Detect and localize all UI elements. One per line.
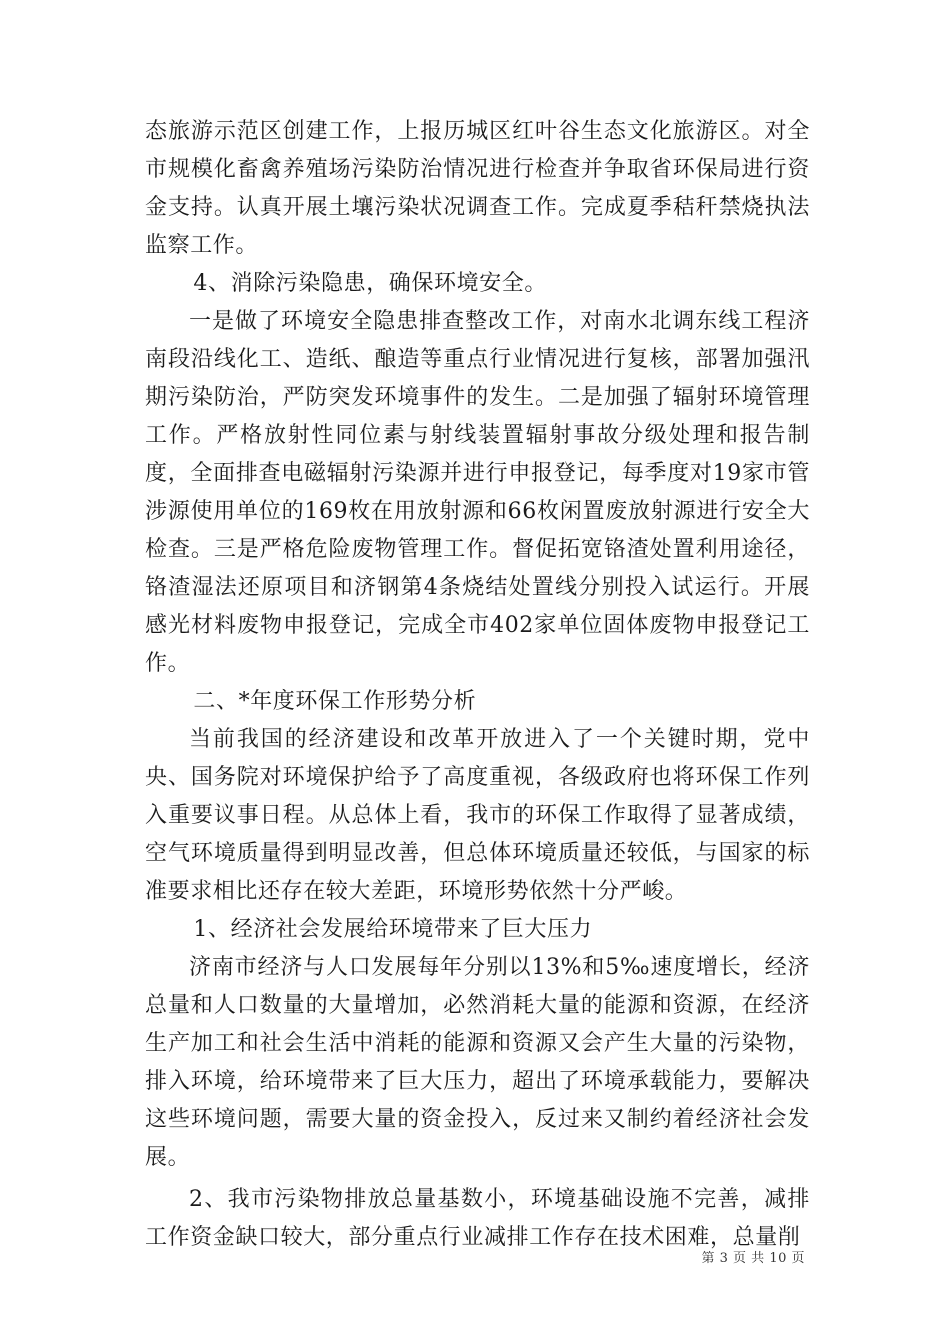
- page-number: 第 3 页 共 10 页: [701, 1251, 805, 1266]
- paragraph-pressure: 济南市经济与人口发展每年分别以13%和5‰速度增长，经济总量和人口数量的大量增加，必然消耗大量的能源和资源，在经济生产加工和社会生活中消耗的能源和资源又会产生大量的污染物，排入环境，给环境带来了巨大压力，超出了环境承载能力，要解决这些环境问题，需要大量的资金投入，反过来又制约着经济社会发展。: [145, 955, 810, 1170]
- paragraph-emissions: 2、我市污染物排放总量基数小，环境基础设施不完善，减排工作资金缺口较大，部分重点行业减排工作存在技术困难，总量削: [145, 1187, 810, 1250]
- section-heading-2: 二、*年度环保工作形势分析: [193, 689, 477, 714]
- paragraph-situation: 当前我国的经济建设和改革开放进入了一个关键时期，党中央、国务院对环境保护给予了高度重视，各级政府也将环保工作列入重要议事日程。从总体上看，我市的环保工作取得了显著成绩，空气环境质量得到明显改善，但总体环境质量还较低，与国家的标准要求相比还存在较大差距，环境形势依然十分严峻。: [145, 727, 810, 904]
- subsection-heading-1: 1、经济社会发展给环境带来了巨大压力: [193, 917, 593, 942]
- section-heading-4: 4、消除污染隐患，确保环境安全。: [193, 271, 547, 296]
- document-body: [145, 113, 810, 1257]
- paragraph-continuation: 态旅游示范区创建工作，上报历城区红叶谷生态文化旅游区。对全市规模化畜禽养殖场污染防治情况进行检查并争取省环保局进行资金支持。认真开展土壤污染状况调查工作。完成夏季秸秆禁烧执法监察工作。: [145, 119, 810, 258]
- paragraph-safety: 一是做了环境安全隐患排查整改工作，对南水北调东线工程济南段沿线化工、造纸、酿造等重点行业情况进行复核，部署加强汛期污染防治，严防突发环境事件的发生。二是加强了辐射环境管理工作。严格放射性同位素与射线装置辐射事故分级处理和报告制度，全面排查电磁辐射污染源并进行申报登记，每季度对19家市管涉源使用单位的169枚在用放射源和66枚闲置废放射源进行安全大检查。三是严格危险废物管理工作。督促拓宽铬渣处置利用途径，铬渣湿法还原项目和济钢第4条烧结处置线分别投入试运行。开展感光材料废物申报登记，完成全市402家单位固体废物申报登记工作。: [145, 309, 810, 676]
